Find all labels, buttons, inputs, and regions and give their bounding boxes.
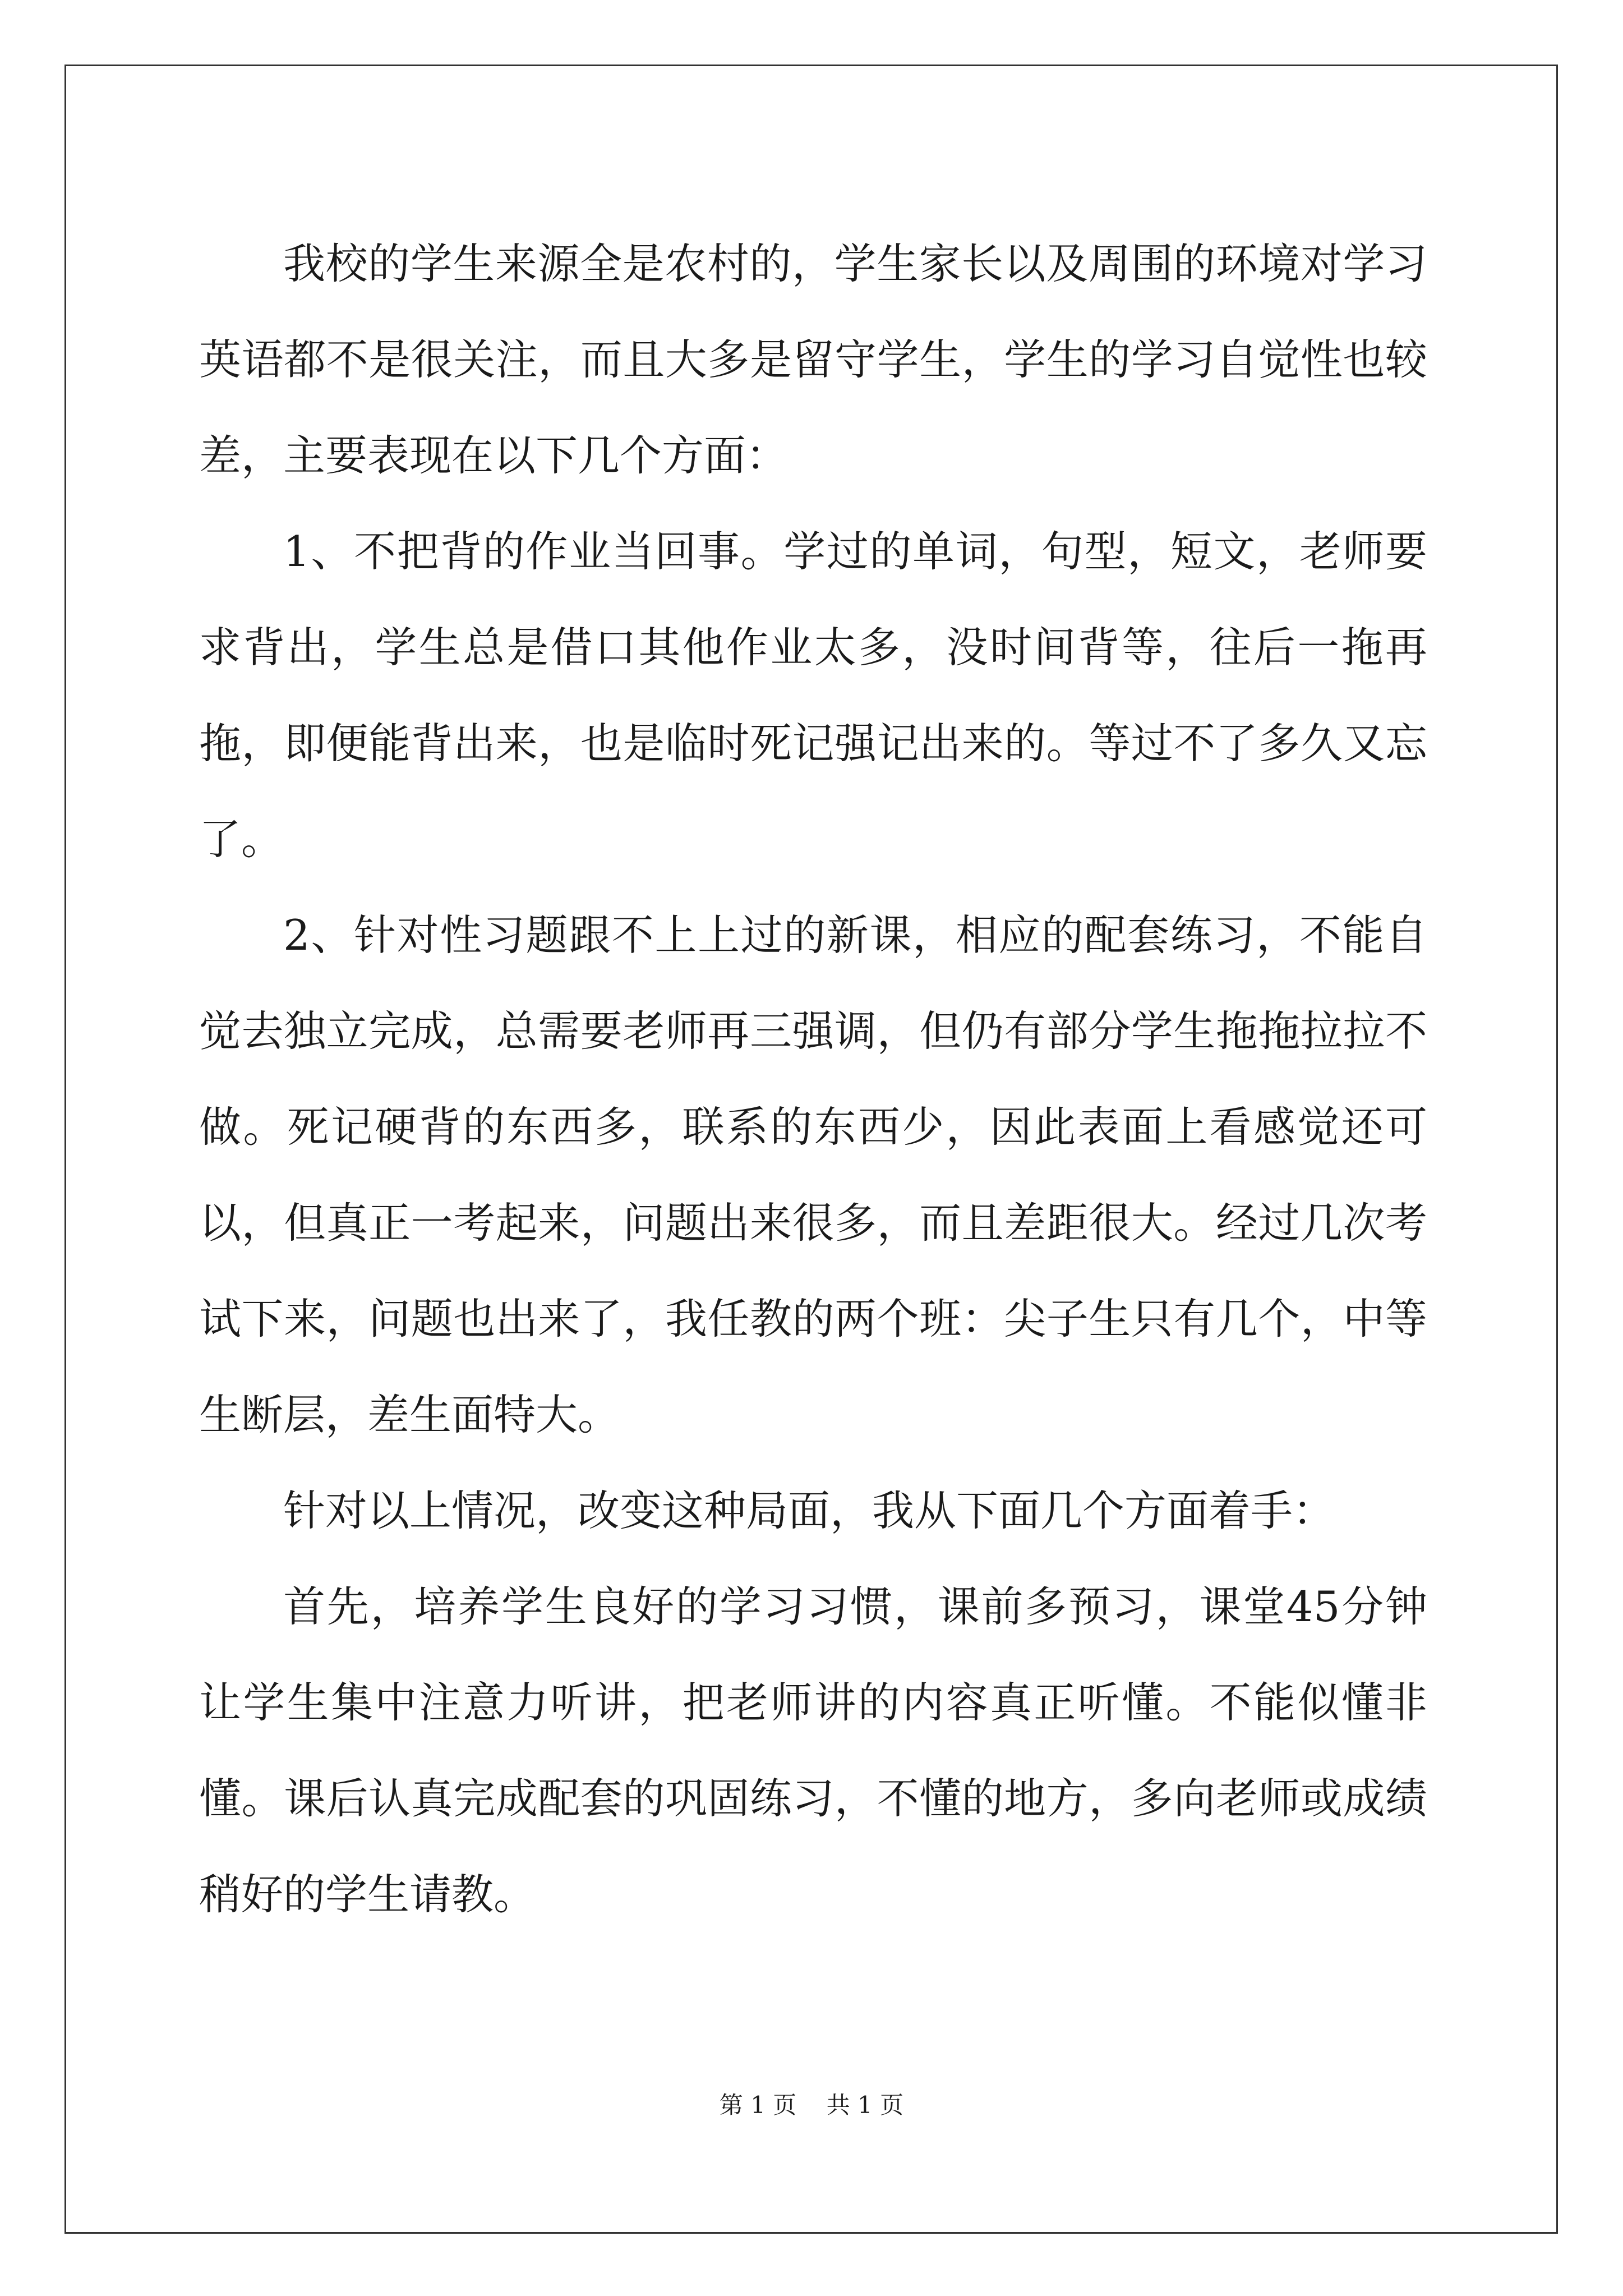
page-number-footer: 第 1 页 共 1 页 xyxy=(719,2091,904,2119)
paragraph-first-step: 首先，培养学生良好的学习习惯，课前多预习，课堂45分钟让学生集中注意力听讲，把老师讲的内容真正听懂。不能似懂非懂。课后认真完成配套的巩固练习，不懂的地方，多向老师或成绩稍好的学生请教。 xyxy=(199,1582,1427,1919)
document-body xyxy=(199,216,1427,1943)
paragraph-approach: 针对以上情况，改变这种局面，我从下面几个方面着手： xyxy=(283,1486,1335,1535)
paragraph-point-2: 2、针对性习题跟不上上过的新课，相应的配套练习，不能自觉去独立完成，总需要老师再三强调，但仍有部分学生拖拖拉拉不做。死记硬背的东西多，联系的东西少，因此表面上看感觉还可以，但真正一考起来，问题出来很多，而且差距很大。经过几次考试下来，问题也出来了，我任教的两个班：尖子生只有几个，中等生断层，差生面特大。 xyxy=(199,910,1427,1439)
paragraph-point-1: 1、不把背的作业当回事。学过的单词，句型，短文，老师要求背出，学生总是借口其他作业太多，没时间背等，往后一拖再拖，即便能背出来，也是临时死记强记出来的。等过不了多久又忘了。 xyxy=(199,527,1427,864)
paragraph-intro: 我校的学生来源全是农村的，学生家长以及周围的环境对学习英语都不是很关注，而且大多是留守学生，学生的学习自觉性也较差，主要表现在以下几个方面： xyxy=(199,239,1427,480)
